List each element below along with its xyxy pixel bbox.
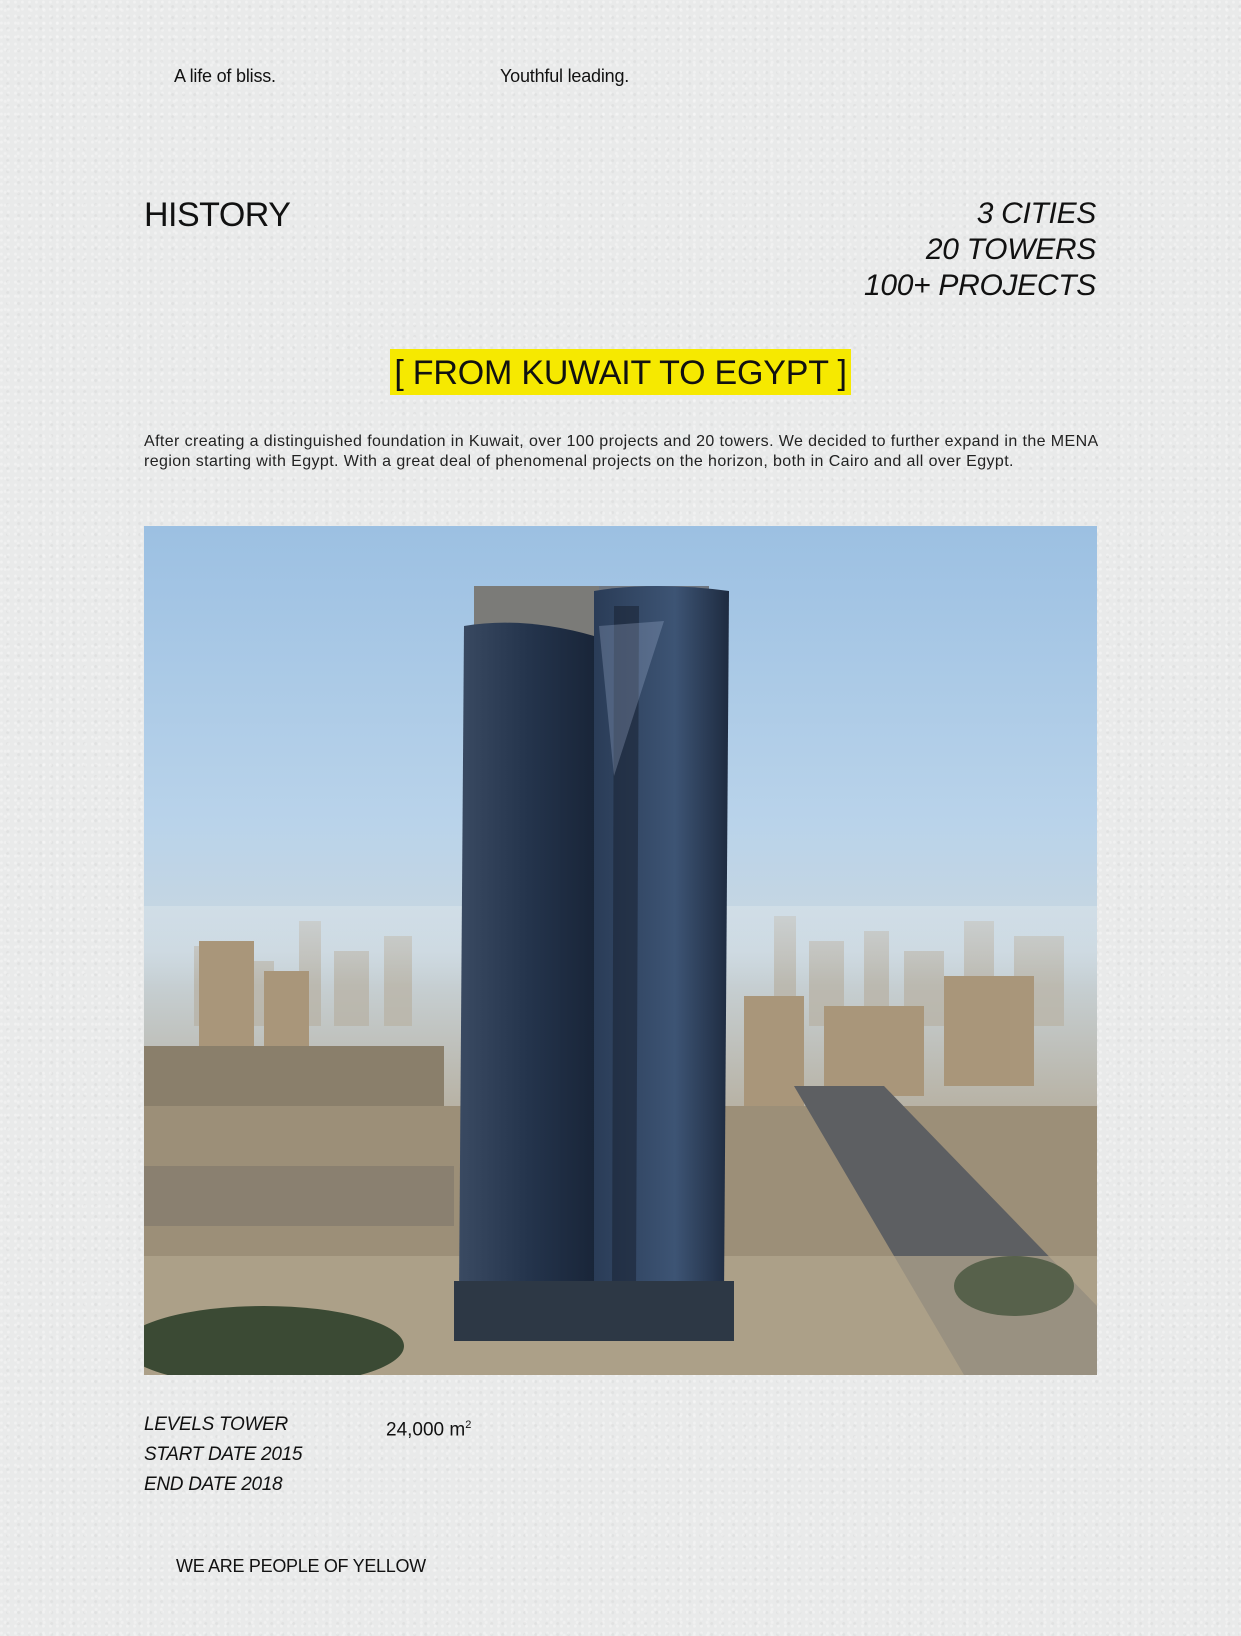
tower-photo: [144, 526, 1097, 1375]
footer-slogan: WE ARE PEOPLE OF YELLOW: [176, 1556, 426, 1576]
tagline-right: Youthful leading.: [500, 66, 630, 86]
tagline-left: A life of bliss.: [174, 66, 276, 86]
area-unit-superscript: 2: [465, 1419, 472, 1431]
headline: [ FROM KUWAIT TO EGYPT ]: [390, 349, 850, 395]
project-area: [386, 1410, 471, 1445]
section-title: HISTORY: [144, 196, 291, 234]
project-name: LEVELS TOWER: [144, 1414, 288, 1435]
headline-container: [0, 349, 1241, 395]
tower-illustration: [144, 526, 1097, 1375]
project-end-date: END DATE 2018: [144, 1474, 283, 1495]
project-start-date: START DATE 2015: [144, 1444, 303, 1465]
intro-paragraph: After creating a distinguished foundation in Kuwait, over 100 projects and 20 towers. We decided to further expand in the MENA region starting with Egypt. With a great deal of phenomenal projects on the horizon, both in Cairo and all over Egypt.: [144, 433, 1098, 470]
stat-projects: 100+ PROJECTS: [863, 269, 1096, 302]
project-details: [144, 1410, 302, 1500]
stat-cities: 3 CITIES: [976, 197, 1096, 230]
stat-towers: 20 TOWERS: [925, 233, 1096, 266]
stats-list: [864, 196, 1096, 304]
area-value: 24,000 m: [386, 1419, 466, 1441]
